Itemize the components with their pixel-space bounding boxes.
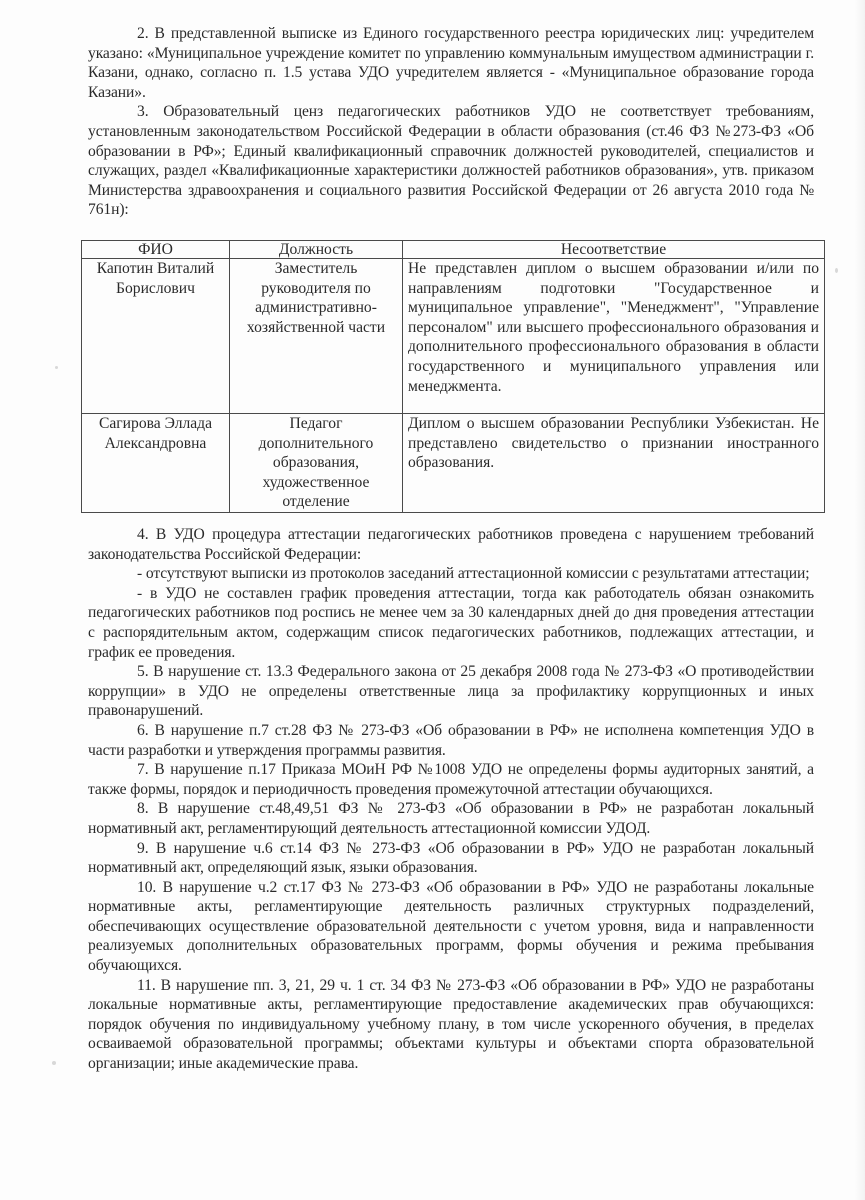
paragraph-11: 11. В нарушение пп. 3, 21, 29 ч. 1 ст. 34 ФЗ № 273-ФЗ «Об образовании в РФ» УДО не разработаны локальные нормативные акты, регламентирующие предоставление академических прав обучающихся: порядок обучения по индивидуальному учебному плану, в том числе ускоренного обучения, в пределах осваиваемой образовательной программы; объектами культуры и объектами спорта образовательной организации; иные академические права. [88,976,814,1073]
paragraph-8: 8. В нарушение ст.48,49,51 ФЗ № 273-ФЗ «Об образовании в РФ» не разработан локальный нормативный акт, регламентирующий деятельность аттестационной комиссии УДОД. [88,800,814,837]
scan-speck [835,268,838,273]
paragraph-9: 9. В нарушение ч.6 ст.14 ФЗ № 273-ФЗ «Об образовании в РФ» УДО не разработан локальный нормативный акт, определяющий язык, языки образования. [88,839,814,877]
paragraph-2: 2. В представленной выписке из Единого государственного реестра юридических лиц: учредителем указано: «Муниципальное учреждение комитет по управлению коммунальным имуществом администрации г. Казани, однако, согласно п. 1.5 устава УДО учредителем является - «Муниципальное образование города Казани». [88,25,814,101]
staff-qualification-table [81,240,824,513]
paragraph-5: 5. В нарушение ст. 13.3 Федерального закона от 25 декабря 2008 года № 273-ФЗ «О противодействии коррупции» в УДО не определены ответственные лица за профилактику коррупционных и иных правонарушений. [88,663,814,720]
scan-speck [52,1061,56,1065]
paragraph-4-item-a: - отсутствуют выписки из протоколов заседаний аттестационной комиссии с результатами аттестации; [137,565,810,583]
header-position: Должность [230,241,403,259]
cell-issue: Диплом о высшем образовании Республики Узбекистан. Не представлено свидетельство о признании иностранного образования. [403,414,825,513]
header-issue: Несоответствие [403,241,825,259]
cell-issue: Не представлен диплом о высшем образовании и/или по направлениям подготовки "Государственное и муниципальное управление", "Менеджмент", "Управление персоналом" или высшего профессионального образования и дополнительного профессионального образования в области государственного и муниципального управления или менеджмента. [403,259,825,414]
paragraph-10: 10. В нарушение ч.2 ст.17 ФЗ № 273-ФЗ «Об образовании в РФ» УДО не разработаны локальные нормативные акты, регламентирующие деятельность различных структурных подразделений, обеспечивающих осуществление образовательной деятельности с учетом уровня, вида и направленности реализуемых дополнительных образовательных программ, формы обучения и режима пребывания обучающихся. [88,878,814,975]
header-fio: ФИО [82,241,230,259]
qualification-table [81,240,825,513]
top-paragraphs [88,24,814,220]
page-edge-shadow [855,0,865,1200]
table-row [82,259,825,414]
table-header-row [82,241,825,259]
bottom-paragraphs [88,525,814,1074]
table-row [82,414,825,513]
paragraph-4: 4. В УДО процедура аттестации педагогических работников проведена с нарушением требований законодательства Российской Федерации: [88,526,814,563]
paragraph-4-item-b: - в УДО не составлен график проведения аттестации, тогда как работодатель обязан ознакомить педагогических работников под роспись не менее чем за 30 календарных дней до дня проведения аттестации с распорядительным актом, содержащим список педагогических работников, подлежащих аттестации, и график ее проведения. [88,584,814,661]
paragraph-6: 6. В нарушение п.7 ст.28 ФЗ № 273-ФЗ «Об образовании в РФ» не исполнена компетенция УДО в части разработки и утверждения программы развития. [88,721,814,759]
cell-name: Капотин Виталий Борислович [82,259,230,414]
paragraph-3: 3. Образовательный ценз педагогических работников УДО не соответствует требованиям, установленным законодательством Российской Федерации в области образования (ст.46 ФЗ №273-ФЗ «Об образовании в РФ»; Единый квалификационный справочник должностей руководителей, специалистов и служащих, раздел «Квалификационные характеристики должностей работников образования», утв. приказом Министерства здравоохранения и социального развития Российской Федерации от 26 августа 2010 года № 761н): [88,103,814,219]
cell-position: Заместитель руководителя по административно-хозяйственной части [230,259,403,414]
cell-position: Педагог дополнительного образования, художественное отделение [230,414,403,513]
paragraph-7: 7. В нарушение п.17 Приказа МОиН РФ №1008 УДО не определены формы аудиторных занятий, а также формы, порядок и периодичность проведения промежуточной аттестации обучающихся. [88,761,814,798]
cell-name: Сагирова Эллада Александровна [82,414,230,513]
scan-speck [55,366,58,369]
